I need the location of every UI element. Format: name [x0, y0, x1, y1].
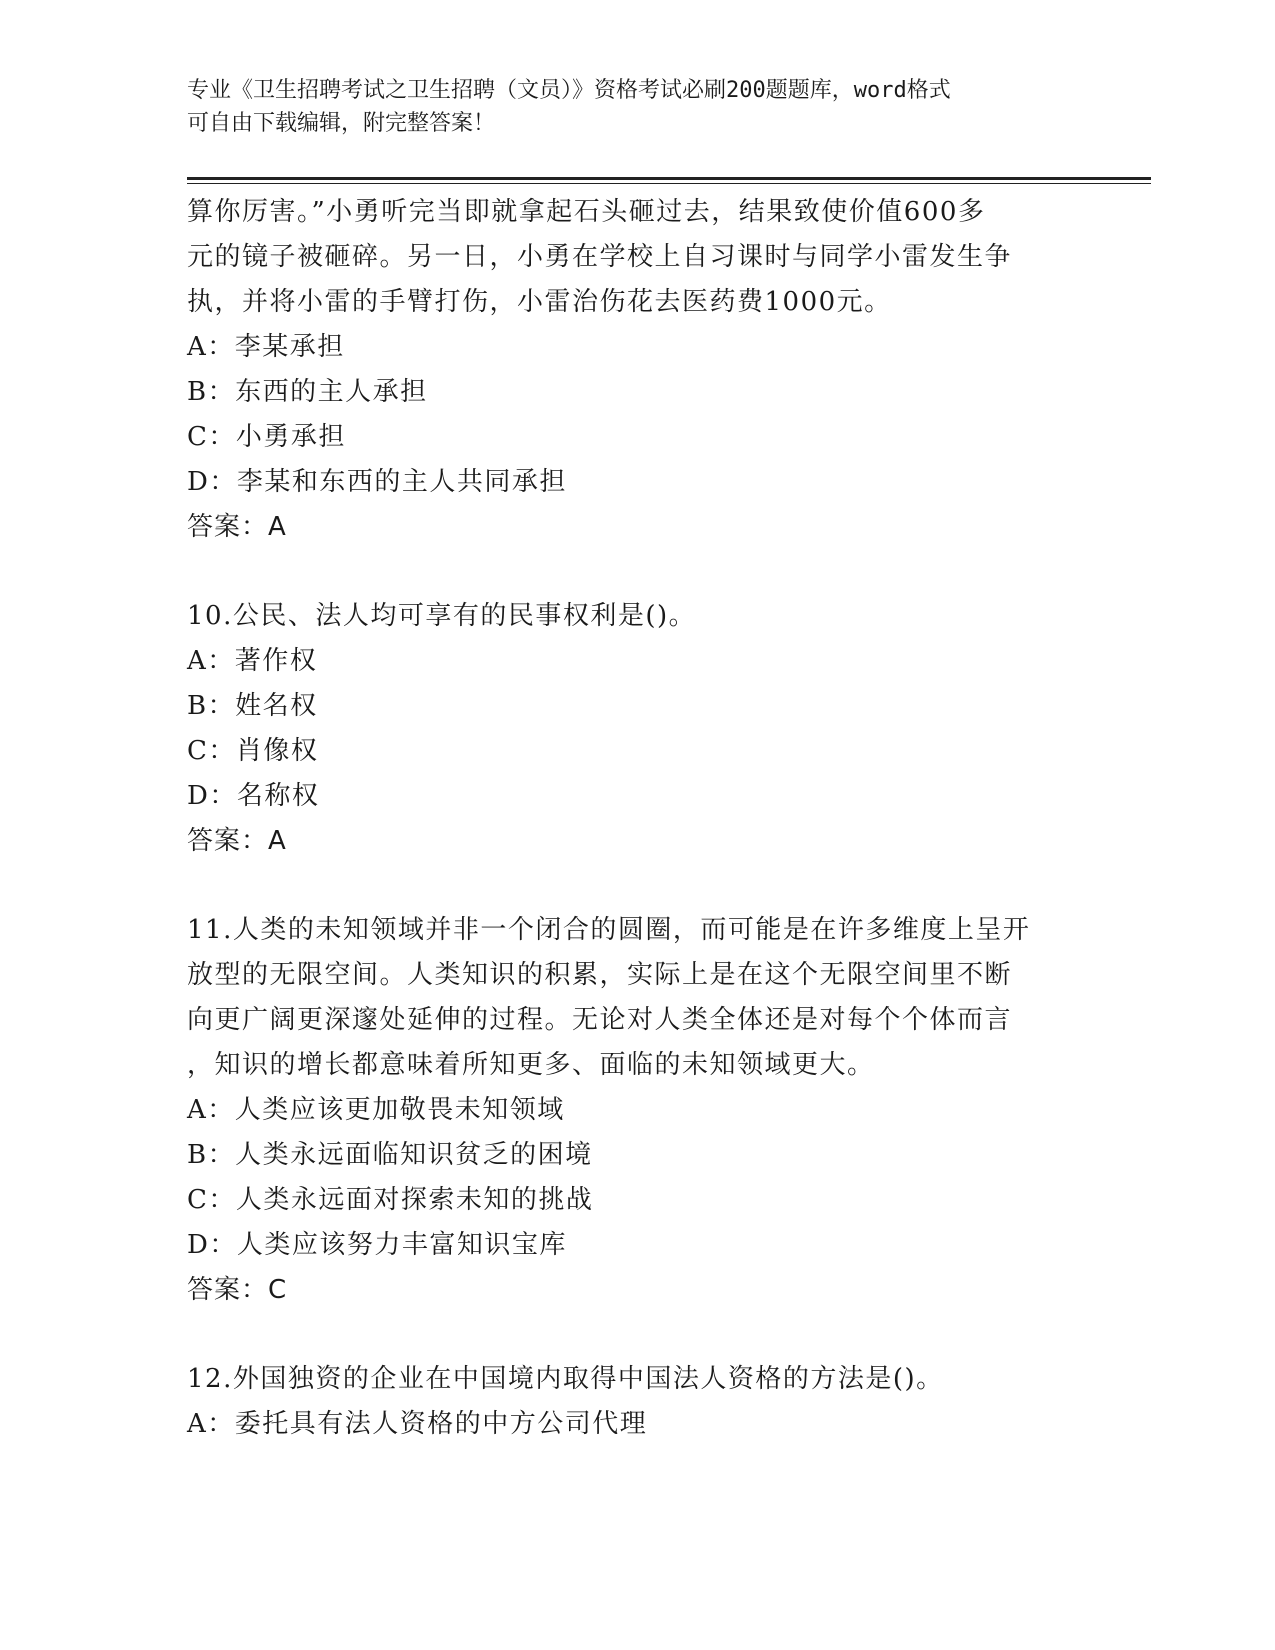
header-line-2: 可自由下载编辑，附完整答案！ — [187, 111, 496, 136]
page-header — [187, 74, 1067, 140]
option-c: C：人类永远面对探索未知的挑战 — [187, 1185, 594, 1215]
question-text-line: 10.公民、法人均可享有的民事权利是()。 — [187, 601, 697, 631]
option-d: D：李某和东西的主人共同承担 — [187, 467, 567, 497]
option-a: A：委托具有法人资格的中方公司代理 — [187, 1409, 648, 1439]
header-line-1: 专业《卫生招聘考试之卫生招聘（文员）》资格考试必刷200题题库，word格式 — [187, 78, 951, 103]
question-text-line: 11.人类的未知领域并非一个闭合的圆圈，而可能是在许多维度上呈开 — [187, 915, 1031, 945]
question-text-line: 算你厉害。”小勇听完当即就拿起石头砸过去，结果致使价值600多 — [187, 197, 986, 227]
answer-line: 答案：A — [187, 826, 287, 856]
answer-line: 答案：A — [187, 512, 287, 542]
option-b: B：人类永远面临知识贫乏的困境 — [187, 1140, 593, 1170]
question-12 — [187, 1357, 1087, 1447]
option-a: A：李某承担 — [187, 332, 345, 362]
question-text-line: 元的镜子被砸碎。另一日，小勇在学校上自习课时与同学小雷发生争 — [187, 242, 1013, 272]
question-text-line: 放型的无限空间。人类知识的积累，实际上是在这个无限空间里不断 — [187, 960, 1013, 990]
header-divider-thick — [187, 177, 1151, 180]
answer-line: 答案：C — [187, 1275, 288, 1305]
option-c: C：小勇承担 — [187, 422, 346, 452]
question-text-line: 12.外国独资的企业在中国境内取得中国法人资格的方法是()。 — [187, 1364, 944, 1394]
question-text-line: 向更广阔更深邃处延伸的过程。无论对人类全体还是对每个个体而言 — [187, 1005, 1013, 1035]
option-d: D：人类应该努力丰富知识宝库 — [187, 1230, 567, 1260]
question-10 — [187, 594, 1087, 864]
option-b: B：姓名权 — [187, 691, 318, 721]
question-11 — [187, 908, 1087, 1313]
option-a: A：人类应该更加敬畏未知领域 — [187, 1095, 565, 1125]
question-text-line: 执，并将小雷的手臂打伤，小雷治伤花去医药费1000元。 — [187, 287, 892, 317]
question-9 — [187, 190, 1087, 550]
option-d: D：名称权 — [187, 781, 320, 811]
option-a: A：著作权 — [187, 646, 318, 676]
option-b: B：东西的主人承担 — [187, 377, 428, 407]
option-c: C：肖像权 — [187, 736, 319, 766]
header-divider-thin — [187, 183, 1151, 184]
question-body — [187, 190, 1087, 1447]
question-text-line: ，知识的增长都意味着所知更多、面临的未知领域更大。 — [187, 1050, 875, 1080]
